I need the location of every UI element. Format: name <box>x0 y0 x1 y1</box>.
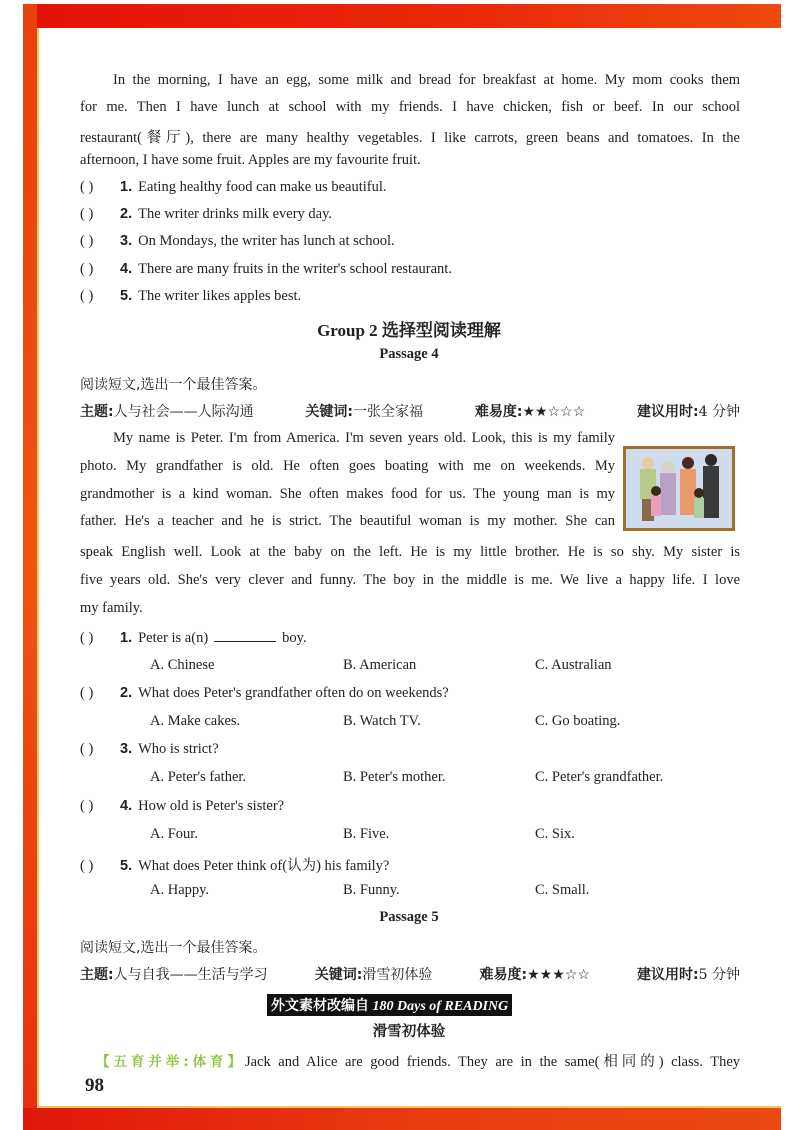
theme-label: 主题: <box>80 967 114 983</box>
answer-option[interactable]: C. Six. <box>535 826 575 842</box>
question-number: 5. <box>120 288 133 304</box>
question-number: 4. <box>120 798 133 814</box>
page-number: 98 <box>85 1075 104 1096</box>
question-text: Eating healthy food can make us beautiful. <box>138 179 387 195</box>
page-frame-top <box>23 4 781 28</box>
answer-blank[interactable]: ( ) <box>80 261 94 277</box>
question-number: 1. <box>120 179 133 195</box>
answer-blank[interactable]: ( ) <box>80 288 94 304</box>
passage5-first-line: Jack and Alice are good friends. They are in the same(相同的) class. They <box>244 1054 741 1070</box>
difficulty-stars: ★★☆☆☆ <box>522 404 586 420</box>
question-item <box>80 206 332 223</box>
keyword-value: 滑雪初体验 <box>362 967 433 983</box>
answer-option[interactable]: C. Small. <box>535 882 590 898</box>
question-item <box>80 629 307 647</box>
question-number: 2. <box>120 206 133 222</box>
question-item <box>80 233 395 250</box>
answer-option[interactable]: C. Peter's grandfather. <box>535 769 664 785</box>
family-photo-illustration <box>623 446 735 531</box>
passage3-line: In the morning, I have an egg, some milk and bread for breakfast at home. My mom cooks them <box>113 72 740 88</box>
question-number: 2. <box>120 685 133 701</box>
passage4-instruction: 阅读短文,选出一个最佳答案。 <box>80 377 267 393</box>
question-text: How old is Peter's sister? <box>138 798 285 814</box>
time-value: 5 分钟 <box>698 967 740 983</box>
question-text: What does Peter's grandfather often do on weekends? <box>138 685 449 701</box>
difficulty-stars: ★★★☆☆ <box>527 967 590 983</box>
question-number: 3. <box>120 741 133 757</box>
difficulty-label: 难易度: <box>479 967 528 983</box>
passage5-instruction: 阅读短文,选出一个最佳答案。 <box>80 940 267 956</box>
time-label: 建议用时: <box>637 967 699 983</box>
question-text: Who is strict? <box>138 741 219 757</box>
answer-option[interactable]: B. American <box>343 657 417 673</box>
question-text: The writer drinks milk every day. <box>138 206 333 222</box>
group-title: Group 2 选择型阅读理解 <box>317 321 501 340</box>
keyword-label: 关键词: <box>314 967 363 983</box>
question-number: 1. <box>120 630 133 646</box>
answer-blank[interactable]: ( ) <box>80 233 94 249</box>
time-label: 建议用时: <box>637 404 699 420</box>
theme-label: 主题: <box>80 404 114 420</box>
source-banner-en: 180 Days of READING <box>372 999 509 1014</box>
source-banner-cn: 外文素材改编自 <box>271 998 369 1014</box>
subject-tag: 【五育并举:体育】 <box>96 1054 245 1070</box>
source-banner <box>267 994 512 1016</box>
answer-option[interactable]: A. Chinese <box>150 657 215 673</box>
story-title: 滑雪初体验 <box>372 1024 446 1040</box>
answer-option[interactable]: B. Watch TV. <box>343 713 421 729</box>
question-item <box>80 288 301 305</box>
difficulty-label: 难易度: <box>474 404 523 420</box>
question-item <box>80 798 284 815</box>
keyword-value: 一张全家福 <box>353 404 424 420</box>
question-item <box>80 854 389 875</box>
answer-option[interactable]: B. Funny. <box>343 882 400 898</box>
passage5-line <box>96 1050 740 1071</box>
question-number: 5. <box>120 858 133 874</box>
answer-blank[interactable]: ( ) <box>80 798 94 814</box>
page-frame-bottom <box>23 1108 781 1130</box>
question-item <box>80 261 452 278</box>
question-item <box>80 741 219 758</box>
answer-option[interactable]: B. Five. <box>343 826 390 842</box>
answer-blank[interactable]: ( ) <box>80 858 94 874</box>
answer-blank[interactable]: ( ) <box>80 685 94 701</box>
question-text: There are many fruits in the writer's school restaurant. <box>138 261 452 277</box>
question-number: 4. <box>120 261 133 277</box>
question-text: The writer likes apples best. <box>138 288 302 304</box>
question-text: On Mondays, the writer has lunch at school. <box>138 233 395 249</box>
answer-option[interactable]: B. Peter's mother. <box>343 769 446 785</box>
answer-option[interactable]: A. Four. <box>150 826 198 842</box>
question-number: 3. <box>120 233 133 249</box>
question-text: What does Peter think of(认为) his family? <box>138 858 390 874</box>
question-text: Peter is a(n) <box>138 630 209 646</box>
page-frame-left <box>23 4 37 1128</box>
answer-blank[interactable]: ( ) <box>80 206 94 222</box>
passage5-meta <box>80 964 740 984</box>
passage3-line: restaurant(餐厅), there are many healthy vegetables. I like carrots, green beans and tomatoes. In the <box>80 130 740 146</box>
page-frame-left-edge <box>37 28 39 1108</box>
question-text-after: boy. <box>282 630 307 646</box>
passage4-meta <box>80 401 740 421</box>
theme-value: 人与自我——生活与学习 <box>113 967 268 983</box>
time-value: 4 分钟 <box>698 404 740 420</box>
passage4-line: father. He's a teacher and he is strict. The beautiful woman is my mother. She can <box>80 513 615 529</box>
fill-blank-line <box>214 629 276 642</box>
answer-option[interactable]: A. Peter's father. <box>150 769 247 785</box>
answer-blank[interactable]: ( ) <box>80 630 94 646</box>
question-item <box>80 179 387 196</box>
passage4-line: my family. <box>80 600 143 616</box>
theme-value: 人与社会——人际沟通 <box>113 404 254 420</box>
passage5-title: Passage 5 <box>379 909 439 925</box>
answer-option[interactable]: C. Australian <box>535 657 612 673</box>
answer-option[interactable]: C. Go boating. <box>535 713 621 729</box>
passage4-line: grandmother is a kind woman. She often makes food for us. The young man is my <box>80 486 615 502</box>
passage4-line: My name is Peter. I'm from America. I'm seven years old. Look, this is my family <box>113 430 615 446</box>
passage4-line: five years old. She's very clever and funny. The boy in the middle is me. We live a happy life. I love <box>80 572 740 588</box>
keyword-label: 关键词: <box>305 404 354 420</box>
question-item <box>80 685 449 702</box>
passage4-title: Passage 4 <box>379 346 439 362</box>
answer-blank[interactable]: ( ) <box>80 741 94 757</box>
answer-option[interactable]: A. Make cakes. <box>150 713 241 729</box>
answer-option[interactable]: A. Happy. <box>150 882 210 898</box>
passage3-line: for me. Then I have lunch at school with my friends. I have chicken, fish or beef. In our school <box>80 99 740 115</box>
passage3-line: afternoon, I have some fruit. Apples are my favourite fruit. <box>80 152 421 168</box>
passage4-line: speak English well. Look at the baby on the left. He is my little brother. He is so shy. My sister is <box>80 544 740 560</box>
passage4-line: photo. My grandfather is old. He often goes boating with me on weekends. My <box>80 458 615 474</box>
answer-blank[interactable]: ( ) <box>80 179 94 195</box>
